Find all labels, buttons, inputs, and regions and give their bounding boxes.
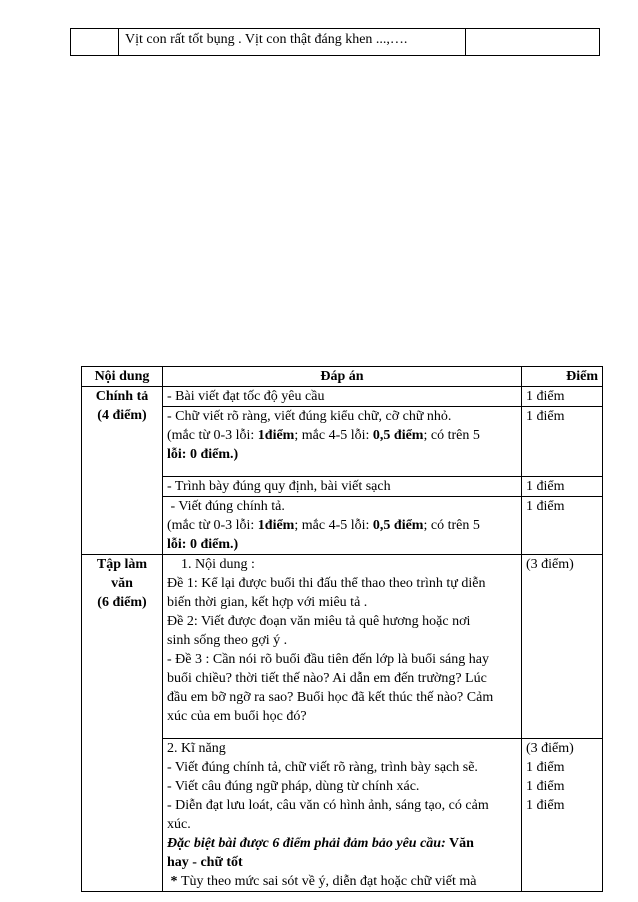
header-row — [82, 367, 603, 387]
section2-label — [82, 555, 163, 892]
section1-label — [82, 387, 163, 555]
skills-special-b: Văn — [445, 836, 474, 851]
content-heading: 1. Nội dung : — [181, 557, 255, 572]
skills-note-star: * — [167, 874, 181, 889]
header-score: Điểm — [522, 367, 603, 387]
row4-line2 — [167, 516, 517, 535]
content-line-1: biến thời gian, kết hợp với miêu tả . — [167, 595, 368, 610]
content-line-5: buổi chiều? thời tiết thế nào? Ai dẫn em đến trường? Lúc — [167, 671, 487, 686]
skills-note — [167, 872, 517, 891]
top-cell-empty-left — [71, 29, 119, 56]
row2-line2-e: ; có trên 5 — [423, 428, 480, 443]
section1-row4-score: 1 điểm — [522, 497, 603, 555]
section2-label-line2: văn — [111, 576, 133, 591]
row2-line2 — [167, 426, 517, 445]
row4-line2-d: 0,5 điểm — [372, 518, 424, 533]
section2-skills-text — [163, 739, 522, 892]
section1-row3-score: 1 điểm — [522, 477, 603, 497]
skills-heading: 2. Kĩ năng — [167, 741, 226, 756]
top-cell-empty-right — [466, 29, 600, 56]
content-line-4: - Đề 3 : Cần nói rõ buổi đầu tiên đến lớp là buổi sáng hay — [167, 652, 489, 667]
row2-line3: lỗi: 0 điểm.) — [167, 447, 239, 462]
skills-special — [167, 834, 517, 853]
skills-score-3: 1 điểm — [526, 798, 565, 813]
section1-label-line1: Chính tả — [95, 389, 149, 404]
section2-row1 — [82, 555, 603, 739]
section1-row1-score: 1 điểm — [522, 387, 603, 407]
skills-score-2: 1 điểm — [526, 779, 565, 794]
section1-row3-text: - Trình bày đúng quy định, bài viết sạch — [163, 477, 522, 497]
row4-line2-c: ; mắc 4-5 lỗi: — [294, 518, 373, 533]
row4-line2-b: 1điểm — [257, 518, 295, 533]
row4-line2-a: (mắc từ 0-3 lỗi: — [167, 518, 258, 533]
skills-score-0: (3 điểm) — [526, 741, 574, 756]
skills-line-0: - Viết đúng chính tả, chữ viết rõ ràng, trình bày sạch sẽ. — [167, 760, 478, 775]
section2-content-score: (3 điểm) — [522, 555, 603, 739]
top-table-row — [71, 29, 600, 56]
grading-table — [81, 366, 603, 892]
row2-line2-b: 1điểm — [257, 428, 295, 443]
row2-line2-a: (mắc từ 0-3 lỗi: — [167, 428, 258, 443]
section1-row1 — [82, 387, 603, 407]
content-line-7: xúc của em buổi học đó? — [167, 709, 307, 724]
skills-line-1: - Viết câu đúng ngữ pháp, dùng từ chính xác. — [167, 779, 420, 794]
section2-label-line3: (6 điểm) — [97, 595, 147, 610]
section2-label-line1: Tập làm — [96, 557, 148, 572]
skills-line-3: xúc. — [167, 817, 191, 832]
content-line-2: Đề 2: Viết được đoạn văn miêu tả quê hương hoặc nơi — [167, 614, 471, 629]
skills-score-1: 1 điểm — [526, 760, 565, 775]
row2-line2-c: ; mắc 4-5 lỗi: — [294, 428, 373, 443]
row2-line2-d: 0,5 điểm — [372, 428, 424, 443]
top-table-fragment — [70, 28, 600, 56]
skills-line-2: - Diễn đạt lưu loát, câu văn có hình ảnh, sáng tạo, có cảm — [167, 798, 489, 813]
section1-label-line2: (4 điểm) — [97, 408, 147, 423]
section2-skills-scores — [522, 739, 603, 892]
section2-content-text — [163, 555, 522, 739]
row4-line1: - Viết đúng chính tả. — [167, 499, 285, 514]
section1-row2-score: 1 điểm — [522, 407, 603, 477]
skills-special-c: hay - chữ tốt — [167, 855, 243, 870]
row4-line2-e: ; có trên 5 — [423, 518, 480, 533]
content-line-3: sinh sống theo gợi ý . — [167, 633, 288, 648]
section1-row4-text — [163, 497, 522, 555]
row2-line1: - Chữ viết rõ ràng, viết đúng kiểu chữ, cỡ chữ nhỏ. — [167, 409, 452, 424]
top-cell-text: Vịt con rất tốt bụng . Vịt con thật đáng khen ...,…. — [119, 29, 466, 56]
skills-note-text: Tùy theo mức sai sót về ý, diễn đạt hoặc chữ viết mà — [181, 874, 477, 889]
row4-line3: lỗi: 0 điểm.) — [167, 537, 239, 552]
section1-row1-text: - Bài viết đạt tốc độ yêu cầu — [163, 387, 522, 407]
skills-special-a: Đặc biệt bài được 6 điểm phải đảm bảo yêu cầu: — [167, 836, 446, 851]
header-content: Nội dung — [82, 367, 163, 387]
header-answer: Đáp án — [163, 367, 522, 387]
content-line-0: Đề 1: Kể lại được buổi thi đấu thể thao theo trình tự diễn — [167, 576, 486, 591]
content-line-6: đầu em bỡ ngỡ ra sao? Buổi học đã kết thúc thế nào? Cảm — [167, 690, 494, 705]
section1-row2-text — [163, 407, 522, 477]
